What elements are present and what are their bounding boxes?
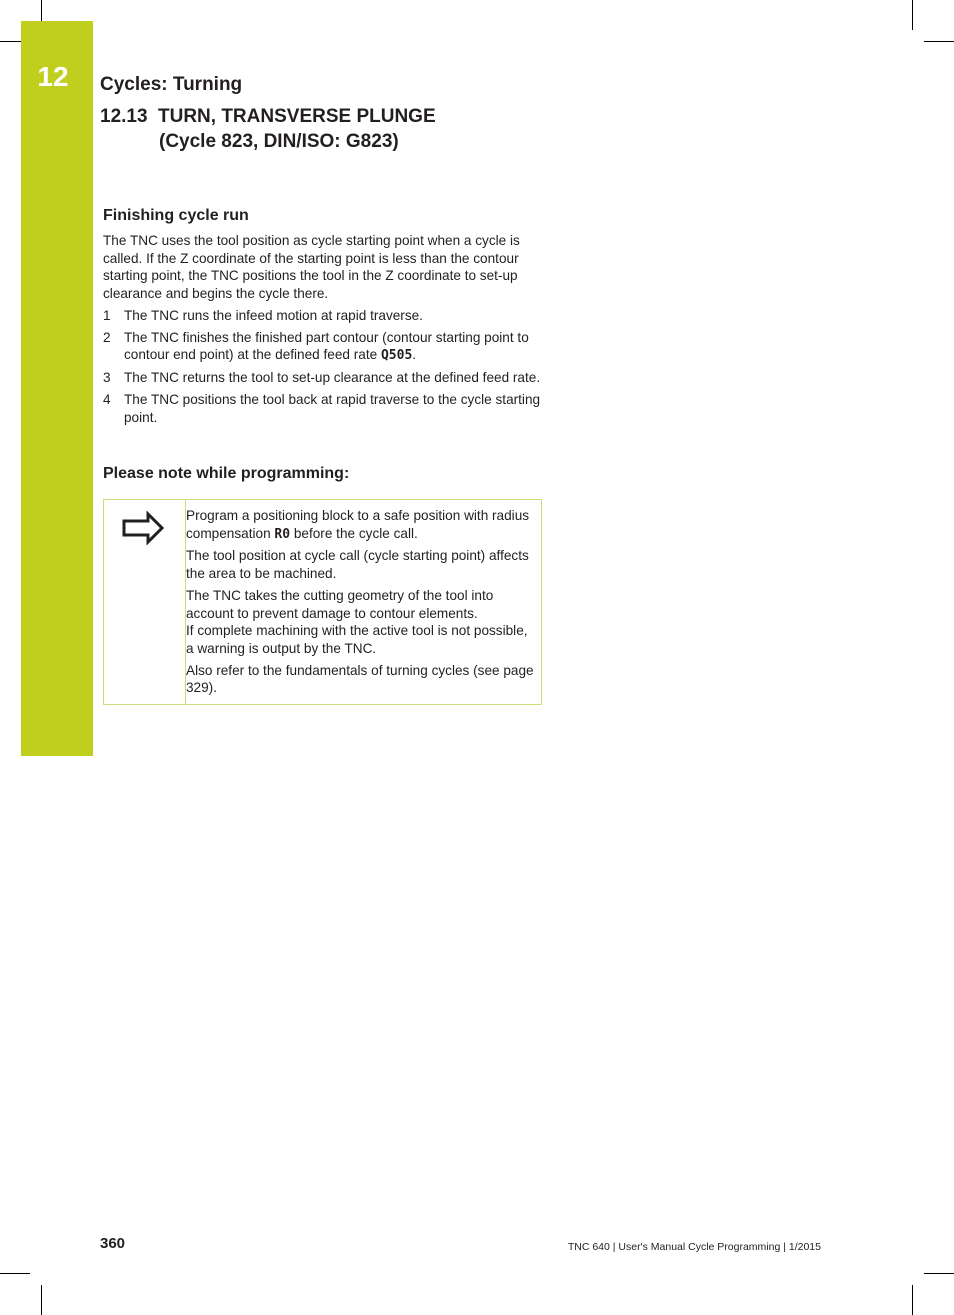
note-code: R0 [274, 526, 291, 542]
section-number: 12.13 [100, 106, 148, 127]
note-paragraph [186, 507, 536, 543]
section-title-line1: TURN, TRANSVERSE PLUNGE [158, 106, 436, 127]
note-box [103, 499, 542, 705]
footer-text: TNC 640 | User's Manual Cycle Programming | 1/2015 [567, 1241, 821, 1253]
step-text: The TNC runs the infeed motion at rapid traverse. [124, 308, 423, 323]
note-paragraph [186, 587, 536, 658]
section-title-line2: (Cycle 823, DIN/ISO: G823) [159, 131, 399, 152]
note-body [186, 507, 536, 701]
section-title [100, 104, 436, 154]
step-suffix: . [412, 347, 417, 363]
note-text: Program a positioning block to a safe position with radius compensation [186, 508, 530, 541]
crop-mark [924, 41, 954, 42]
step-number: 4 [103, 391, 111, 407]
chapter-band [21, 21, 93, 756]
list-item [103, 329, 548, 365]
list-item [103, 307, 548, 325]
step-number: 3 [103, 370, 111, 386]
note-paragraph: Also refer to the fundamentals of turning cycles (see page 329). [186, 662, 534, 696]
step-code: Q505 [380, 348, 413, 364]
step-text: The TNC returns the tool to set-up clearance at the defined feed rate. [124, 370, 541, 386]
page-number: 360 [100, 1235, 126, 1252]
finishing-intro: The TNC uses the tool position as cycle starting point when a cycle is called. If the Z coordinate of the starting point is less than the contour starting point, the TNC positions the tool in the Z coordinate to set-up clearance and begins the cycle there. [103, 233, 520, 302]
step-text: The TNC positions the tool back at rapid traverse to the cycle starting point. [124, 391, 541, 425]
crop-mark [924, 1273, 954, 1274]
note-text: If complete machining with the active tool is not possible, a warning is output by the TNC. [186, 623, 528, 656]
step-text: The TNC finishes the finished part contour (contour starting point to contour end point) at the defined feed rate [124, 329, 529, 363]
finishing-heading: Finishing cycle run [103, 207, 249, 224]
list-item [103, 391, 548, 426]
chapter-title: Cycles: Turning [100, 74, 243, 95]
note-paragraph: The tool position at cycle call (cycle starting point) affects the area to be machined. [186, 548, 529, 582]
step-number: 2 [103, 329, 111, 345]
step-list [103, 307, 548, 430]
crop-mark [912, 0, 913, 30]
note-text: before the cycle call. [290, 525, 418, 541]
crop-mark [0, 1273, 30, 1274]
crop-mark [41, 1285, 42, 1315]
arrow-right-icon [122, 511, 166, 545]
list-item [103, 369, 548, 387]
step-number: 1 [103, 308, 111, 323]
crop-mark [912, 1285, 913, 1315]
programming-note-heading: Please note while programming: [103, 465, 350, 482]
chapter-number: 12 [37, 61, 69, 92]
note-text: The TNC takes the cutting geometry of the tool into account to prevent damage to contour elements. [186, 587, 494, 621]
